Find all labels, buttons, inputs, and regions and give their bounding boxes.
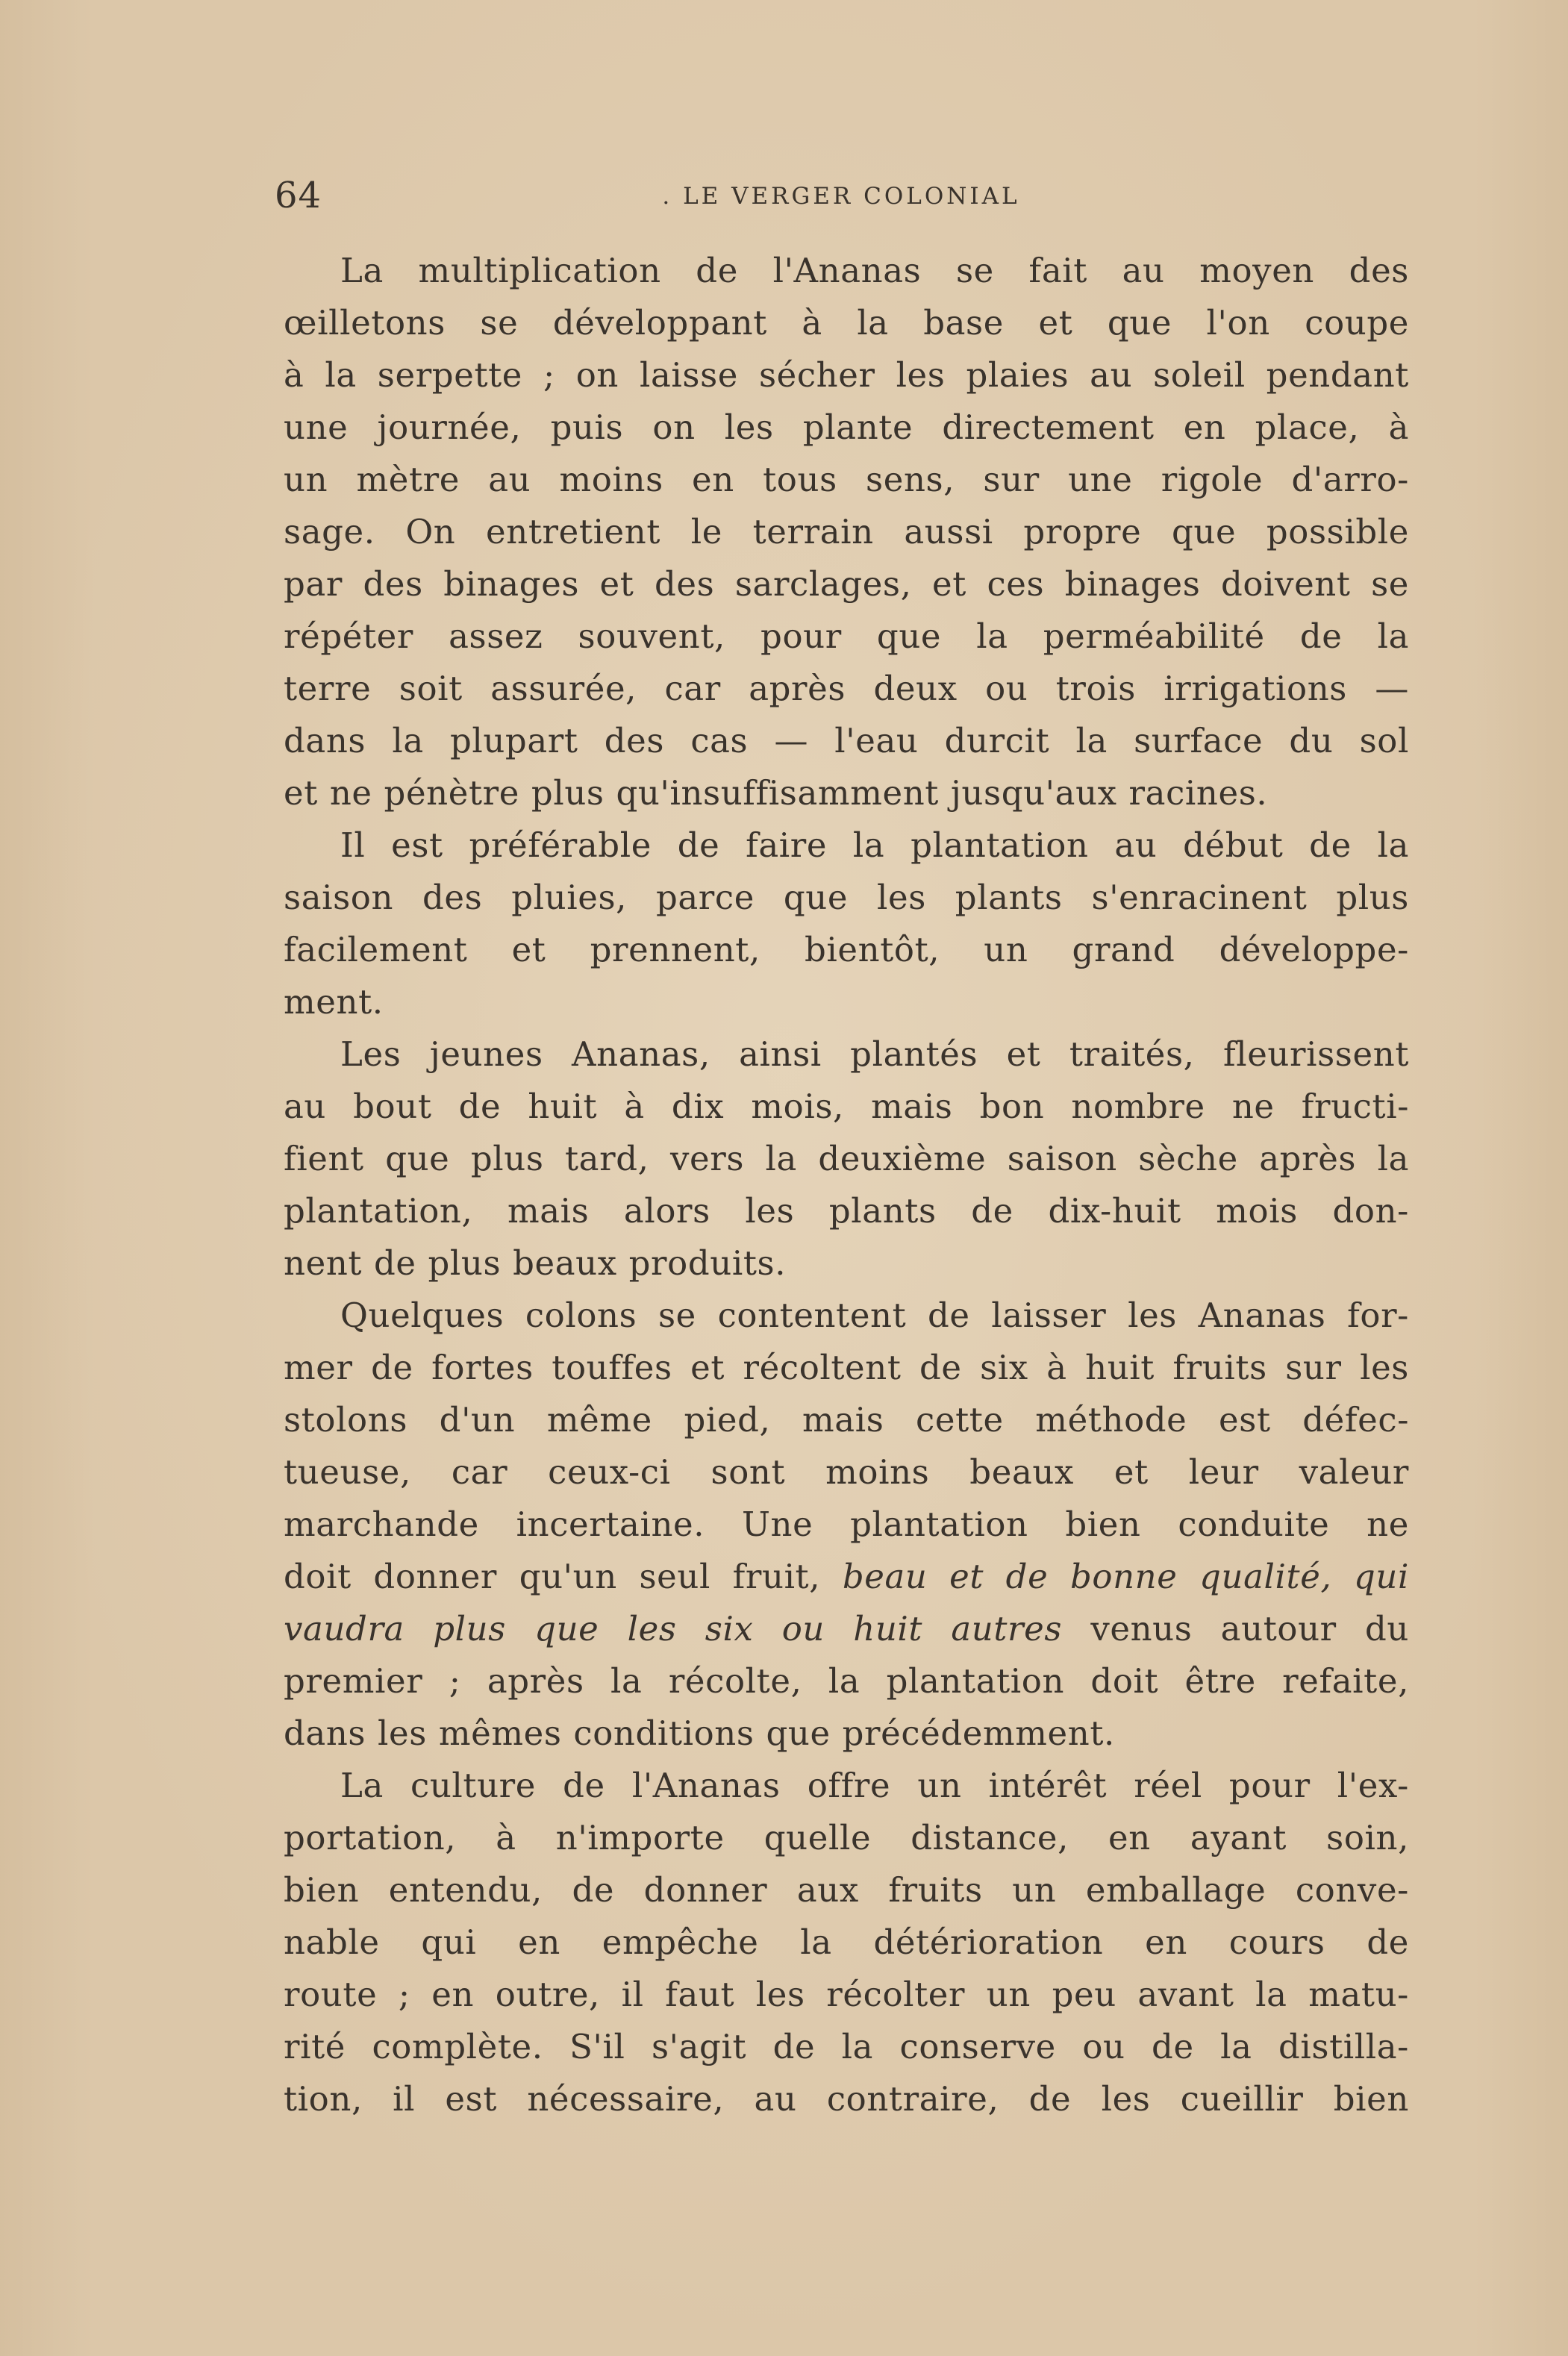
text-line: et ne pénètre plus qu'insuffisamment jusqu'aux racines. (284, 773, 1268, 813)
text-line: La culture de l'Ananas offre un intérêt réel pour l'ex- (340, 1766, 1409, 1805)
text-line: une journée, puis on les plante directement en place, à (284, 407, 1409, 447)
text-line: bien entendu, de donner aux fruits un emballage conve- (284, 1870, 1409, 1910)
text-line: nable qui en empêche la détérioration en cours de (284, 1922, 1409, 1962)
text-line: Les jeunes Ananas, ainsi plantés et traités, fleurissent (340, 1034, 1409, 1074)
text-line: tueuse, car ceux-ci sont moins beaux et leur valeur (284, 1452, 1409, 1492)
text-line: tion, il est nécessaire, au contraire, de les cueillir bien (284, 2079, 1409, 2119)
text-line: par des binages et des sarclages, et ces binages doivent se (284, 564, 1409, 604)
text-line: fient que plus tard, vers la deuxième saison sèche après la (284, 1139, 1409, 1178)
text-line: dans les mêmes conditions que précédemment. (284, 1713, 1115, 1753)
text-line: premier ; après la récolte, la plantation doit être refaite, (284, 1661, 1409, 1701)
text-line: marchande incertaine. Une plantation bien conduite ne (284, 1504, 1409, 1544)
text-line: rité complète. S'il s'agit de la conserve ou de la distilla- (284, 2027, 1409, 2066)
text-run: venus autour du (1062, 1609, 1409, 1649)
body-text (284, 245, 1409, 2125)
text-line: un mètre au moins en tous sens, sur une rigole d'arro- (284, 460, 1409, 499)
page-header (275, 173, 1408, 218)
text-line: mer de fortes touffes et récoltent de six à huit fruits sur les (284, 1348, 1409, 1387)
text-line: Il est préférable de faire la plantation au début de la (340, 825, 1409, 865)
text-line: répéter assez souvent, pour que la perméabilité de la (284, 616, 1409, 656)
text-line: plantation, mais alors les plants de dix-huit mois don- (284, 1191, 1409, 1231)
text-line: sage. On entretient le terrain aussi propre que possible (284, 512, 1409, 551)
text-line: ment. (284, 982, 384, 1022)
text-line: portation, à n'importe quelle distance, en ayant soin, (284, 1818, 1409, 1857)
text-line: nent de plus beaux produits. (284, 1243, 787, 1283)
text-line: au bout de huit à dix mois, mais bon nombre ne fructi- (284, 1087, 1409, 1126)
text-line: facilement et prennent, bientôt, un grand développe- (284, 930, 1409, 969)
text-line: à la serpette ; on laisse sécher les plaies au soleil pendant (284, 355, 1409, 395)
running-title: . LE VERGER COLONIAL (662, 183, 1020, 210)
text-line: saison des pluies, parce que les plants s'enracinent plus (284, 878, 1409, 917)
italic-run: beau et de bonne qualité, qui (842, 1557, 1409, 1596)
text-line-mixed (284, 1551, 1409, 1603)
text-line: terre soit assurée, car après deux ou trois irrigations — (284, 669, 1409, 708)
text-line-mixed (284, 1603, 1409, 1655)
text-line: stolons d'un même pied, mais cette méthode est défec- (284, 1400, 1409, 1440)
page-number: 64 (275, 175, 322, 216)
text-line: œilletons se développant à la base et que l'on coupe (284, 303, 1409, 343)
italic-run: vaudra plus que les six ou huit autres (284, 1609, 1063, 1649)
text-line: La multiplication de l'Ananas se fait au moyen des (340, 251, 1409, 290)
text-line: route ; en outre, il faut les récolter un peu avant la matu- (284, 1975, 1409, 2014)
text-run: doit donner qu'un seul fruit, (284, 1557, 843, 1596)
text-line: Quelques colons se contentent de laisser les Ananas for- (340, 1296, 1409, 1335)
text-line: dans la plupart des cas — l'eau durcit la surface du sol (284, 721, 1409, 760)
